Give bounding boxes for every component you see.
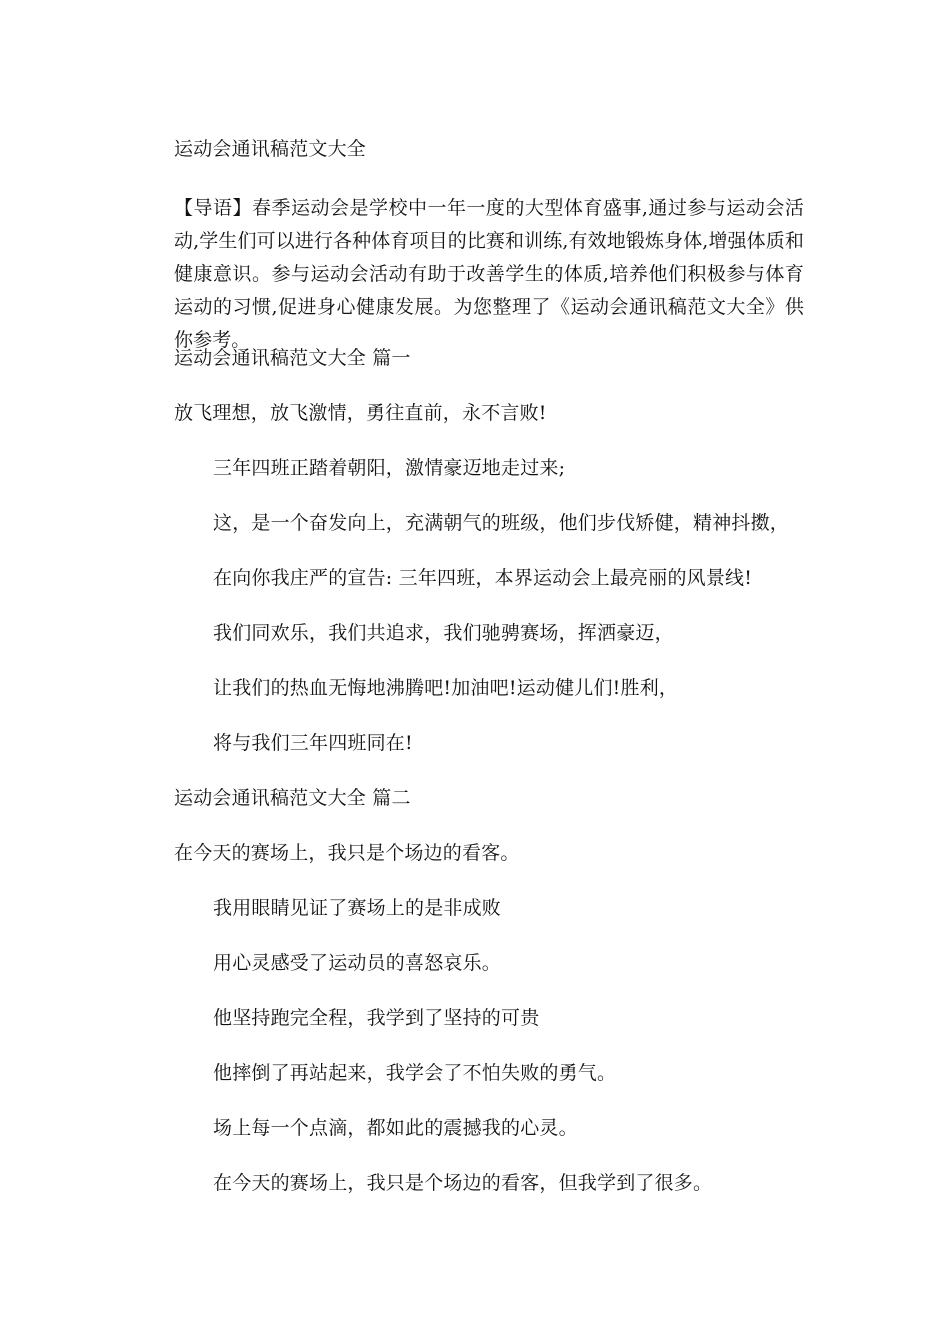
verse-line: 在向你我庄严的宣告: 三年四班，本界运动会上最亮丽的风景线! (213, 567, 753, 589)
verse-line: 这，是一个奋发向上，充满朝气的班级，他们步伐矫健，精神抖擞， (213, 512, 790, 534)
section-heading-2: 运动会通讯稿范文大全 篇二 (174, 787, 411, 809)
section-heading-1: 运动会通讯稿范文大全 篇一 (174, 347, 411, 369)
verse-line: 他摔倒了再站起来，我学会了不怕失败的勇气。 (213, 1062, 617, 1084)
section-lead-2: 在今天的赛场上，我只是个场边的看客。 (174, 842, 520, 864)
document-title: 运动会通讯稿范文大全 (174, 138, 367, 160)
verse-line: 在今天的赛场上，我只是个场边的看客，但我学到了很多。 (213, 1172, 713, 1194)
verse-line: 场上每一个点滴，都如此的震撼我的心灵。 (213, 1117, 578, 1139)
verse-line: 他坚持跑完全程，我学到了坚持的可贵 (213, 1007, 540, 1029)
verse-line: 用心灵感受了运动员的喜怒哀乐。 (213, 952, 502, 974)
intro-paragraph: 【导语】春季运动会是学校中一年一度的大型体育盛事,通过参与运动会活动,学生们可以进行各种体育项目的比赛和训练,有效地锻炼身体,增强体质和健康意识。参与运动会活动有助于改善学生的体质,培养他们积极参与体育运动的习惯,促进身心健康发展。为您整理了《运动会通讯稿范文大全》供你参考。 (174, 197, 804, 351)
verse-line: 将与我们三年四班同在! (213, 732, 413, 754)
verse-line: 我们同欢乐，我们共追求，我们驰骋赛场，挥洒豪迈， (213, 622, 674, 644)
verse-line: 我用眼睛见证了赛场上的是非成败 (213, 897, 502, 919)
verse-line: 让我们的热血无悔地沸腾吧!加油吧!运动健儿们!胜利， (213, 677, 679, 699)
section-lead-1: 放飞理想，放飞激情，勇往直前，永不言败! (174, 402, 547, 424)
verse-line: 三年四班正踏着朝阳，激情豪迈地走过来; (213, 457, 566, 479)
